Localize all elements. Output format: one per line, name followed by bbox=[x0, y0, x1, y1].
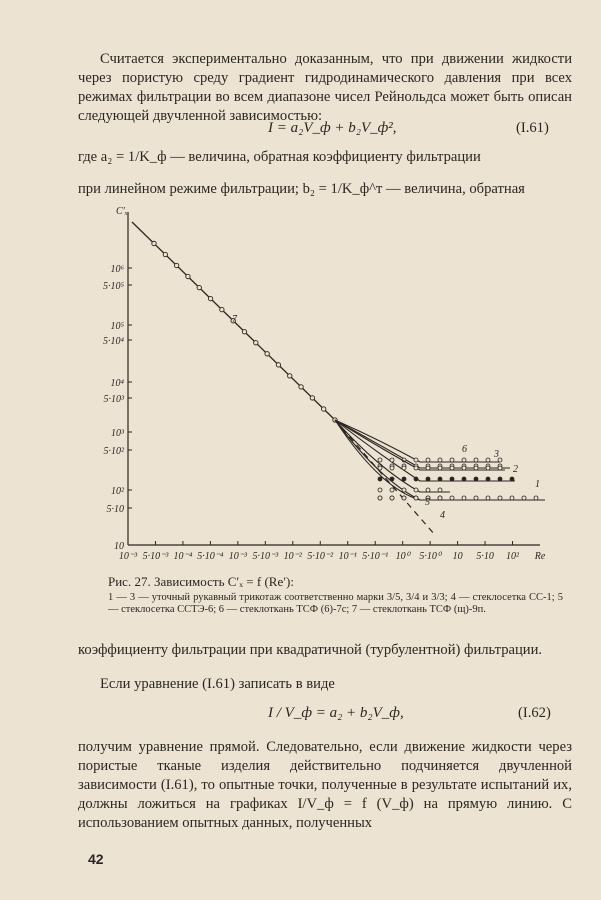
series-2-point bbox=[510, 477, 514, 481]
series-7-point bbox=[450, 466, 454, 470]
series-4-point bbox=[390, 496, 394, 500]
data-point bbox=[242, 330, 246, 334]
data-point bbox=[208, 296, 212, 300]
series-5-point bbox=[402, 488, 406, 492]
series-6-point bbox=[414, 458, 418, 462]
y-tick-label: 10 bbox=[114, 541, 124, 552]
paragraph-3: Если уравнение (I.61) записать в виде bbox=[100, 676, 335, 692]
data-point bbox=[288, 374, 292, 378]
series-5-point bbox=[390, 488, 394, 492]
series-7-point bbox=[414, 466, 418, 470]
laminar-extension bbox=[335, 420, 435, 535]
data-point bbox=[174, 263, 178, 267]
data-point bbox=[197, 285, 201, 289]
series-7-point bbox=[390, 466, 394, 470]
equation-number-1-61: (I.61) bbox=[516, 120, 549, 136]
x-tick-label: 10⁰ bbox=[395, 551, 410, 562]
series-2-point bbox=[438, 477, 442, 481]
data-point bbox=[265, 352, 269, 356]
figure-caption: Рис. 27. Зависимость C′ₓ = f (Re′): bbox=[108, 574, 294, 589]
series-2-curve bbox=[335, 420, 515, 481]
y-tick-label: 5·10 bbox=[106, 504, 124, 515]
data-point bbox=[186, 274, 190, 278]
equation-1-61: I = a₂V_ф + b₂V_ф², bbox=[268, 120, 397, 136]
y-tick-label: 5·10⁴ bbox=[103, 336, 124, 347]
series-7-point bbox=[474, 466, 478, 470]
linear-regime-line: при линейном режиме фильтрации; b₂ = 1/K_ф^т — величина, обратная bbox=[78, 181, 525, 197]
series-1-point bbox=[450, 496, 454, 500]
data-point bbox=[299, 385, 303, 389]
y-tick-label: 10⁵ bbox=[110, 321, 124, 332]
series-1-point bbox=[510, 496, 514, 500]
page-number: 42 bbox=[88, 851, 104, 867]
series-7-point bbox=[426, 466, 430, 470]
series-3-curve bbox=[335, 420, 510, 468]
x-tick-label: 10² bbox=[506, 551, 520, 562]
series-1-point bbox=[474, 496, 478, 500]
series-2-point bbox=[486, 477, 490, 481]
series-6-point bbox=[390, 458, 394, 462]
series-7-point bbox=[462, 466, 466, 470]
x-tick-label: 5·10⁰ bbox=[419, 551, 441, 562]
series-6-point bbox=[378, 458, 382, 462]
data-point bbox=[254, 341, 258, 345]
data-point bbox=[310, 396, 314, 400]
series-7-point bbox=[486, 466, 490, 470]
curve-label-7: 7 bbox=[232, 314, 237, 325]
series-2-point bbox=[414, 477, 418, 481]
x-tick-label: 5·10⁻¹ bbox=[362, 551, 389, 562]
series-2-point bbox=[474, 477, 478, 481]
series-5-point bbox=[438, 488, 442, 492]
x-tick-label: 5·10⁻³ bbox=[252, 551, 279, 562]
series-7-point bbox=[498, 466, 502, 470]
series-1-point bbox=[534, 496, 538, 500]
y-tick-label: 5·10⁵ bbox=[103, 281, 124, 292]
data-point bbox=[321, 407, 325, 411]
series-7-point bbox=[378, 466, 382, 470]
paragraph-1: Считается экспериментально доказанным, что при движении жидкости через пористую среду градиент гидродинамического давления при всех режимах фильтрации во всем диапазоне чисел Рейнольдса может быть описан следующей двучленной зависимостью: bbox=[78, 51, 572, 124]
curve-label-5: 5 bbox=[425, 497, 430, 508]
y-tick-label: 10² bbox=[111, 486, 124, 497]
data-point bbox=[220, 307, 224, 311]
y-axis-label: C′ₓ bbox=[116, 206, 128, 217]
series-6-point bbox=[474, 458, 478, 462]
figure-legend: 1 — 3 — уточный рукавный трикотаж соответственно марки 3/5, 3/4 и 3/3; 4 — стеклосетка СС-1; 5 — стеклосетка ССТЭ-6; 6 — стеклоткань ТСФ (6)-7с; 7 — стеклоткань ТСФ (щ)-9п. bbox=[108, 592, 563, 615]
x-tick-label: 5·10⁻³ bbox=[142, 551, 169, 562]
y-tick-label: 5·10³ bbox=[103, 394, 124, 405]
x-tick-label: 10⁻¹ bbox=[338, 551, 357, 562]
x-axis-label: Re bbox=[534, 551, 546, 562]
x-tick-label: 5·10⁻⁴ bbox=[197, 551, 224, 562]
data-point bbox=[152, 241, 156, 245]
series-1-point bbox=[498, 496, 502, 500]
y-tick-label: 10⁴ bbox=[110, 378, 124, 389]
data-point bbox=[276, 363, 280, 367]
data-point bbox=[163, 252, 167, 256]
series-2-point bbox=[462, 477, 466, 481]
series-5-point bbox=[426, 488, 430, 492]
y-tick-label: 10⁶ bbox=[110, 264, 124, 275]
series-4-point bbox=[402, 496, 406, 500]
series-2-point bbox=[498, 477, 502, 481]
series-6-curve bbox=[335, 420, 500, 462]
series-6-point bbox=[426, 458, 430, 462]
series-4-point bbox=[378, 496, 382, 500]
series-2-point bbox=[402, 477, 406, 481]
x-tick-label: 10⁻⁴ bbox=[173, 551, 193, 562]
paragraph-2: коэффициенту фильтрации при квадратичной (турбулентной) фильтрации. bbox=[78, 642, 543, 658]
x-tick-label: 10⁻³ bbox=[228, 551, 248, 562]
series-7-point bbox=[402, 466, 406, 470]
x-tick-label: 5·10 bbox=[476, 551, 494, 562]
series-2-point bbox=[378, 477, 382, 481]
x-tick-label: 10⁻² bbox=[283, 551, 302, 562]
equation-number-1-62: (I.62) bbox=[518, 705, 551, 721]
series-6-point bbox=[438, 458, 442, 462]
paragraph-4: получим уравнение прямой. Следовательно, если движение жидкости через пористые тканые изделия действительно подчиняется двучленной зависимости (I.61), то опытные точки, полученные в результате испытаний их, должны ложиться на графиках I/V_ф = f (V_ф) на прямую линию. С использованием опытных данных, полученных bbox=[78, 739, 572, 831]
curve-label-1: 1 bbox=[535, 479, 540, 490]
curve-label-4: 4 bbox=[440, 510, 445, 521]
series-5-point bbox=[414, 488, 418, 492]
x-tick-label: 5·10⁻² bbox=[307, 551, 334, 562]
series-6-point bbox=[462, 458, 466, 462]
series-1-point bbox=[522, 496, 526, 500]
series-1-point bbox=[486, 496, 490, 500]
series-4-point bbox=[438, 496, 442, 500]
series-2-point bbox=[450, 477, 454, 481]
series-6-point bbox=[486, 458, 490, 462]
series-7-point bbox=[438, 466, 442, 470]
y-tick-label: 10³ bbox=[111, 428, 124, 439]
equation-1-62: I / V_ф = a₂ + b₂V_ф, bbox=[268, 705, 404, 721]
series-5-point bbox=[378, 488, 382, 492]
series-2-point bbox=[426, 477, 430, 481]
series-1-point bbox=[462, 496, 466, 500]
series-6-point bbox=[450, 458, 454, 462]
x-tick-label: 10 bbox=[452, 551, 463, 562]
x-tick-label: 10⁻³ bbox=[118, 551, 138, 562]
where-line: где a₂ = 1/K_ф — величина, обратная коэффициенту фильтрации bbox=[78, 149, 481, 165]
curve-label-6: 6 bbox=[462, 444, 467, 455]
y-tick-label: 5·10² bbox=[103, 446, 124, 457]
curve-label-3: 3 bbox=[494, 449, 499, 460]
series-4-point bbox=[414, 496, 418, 500]
curve-label-2: 2 bbox=[513, 464, 518, 475]
